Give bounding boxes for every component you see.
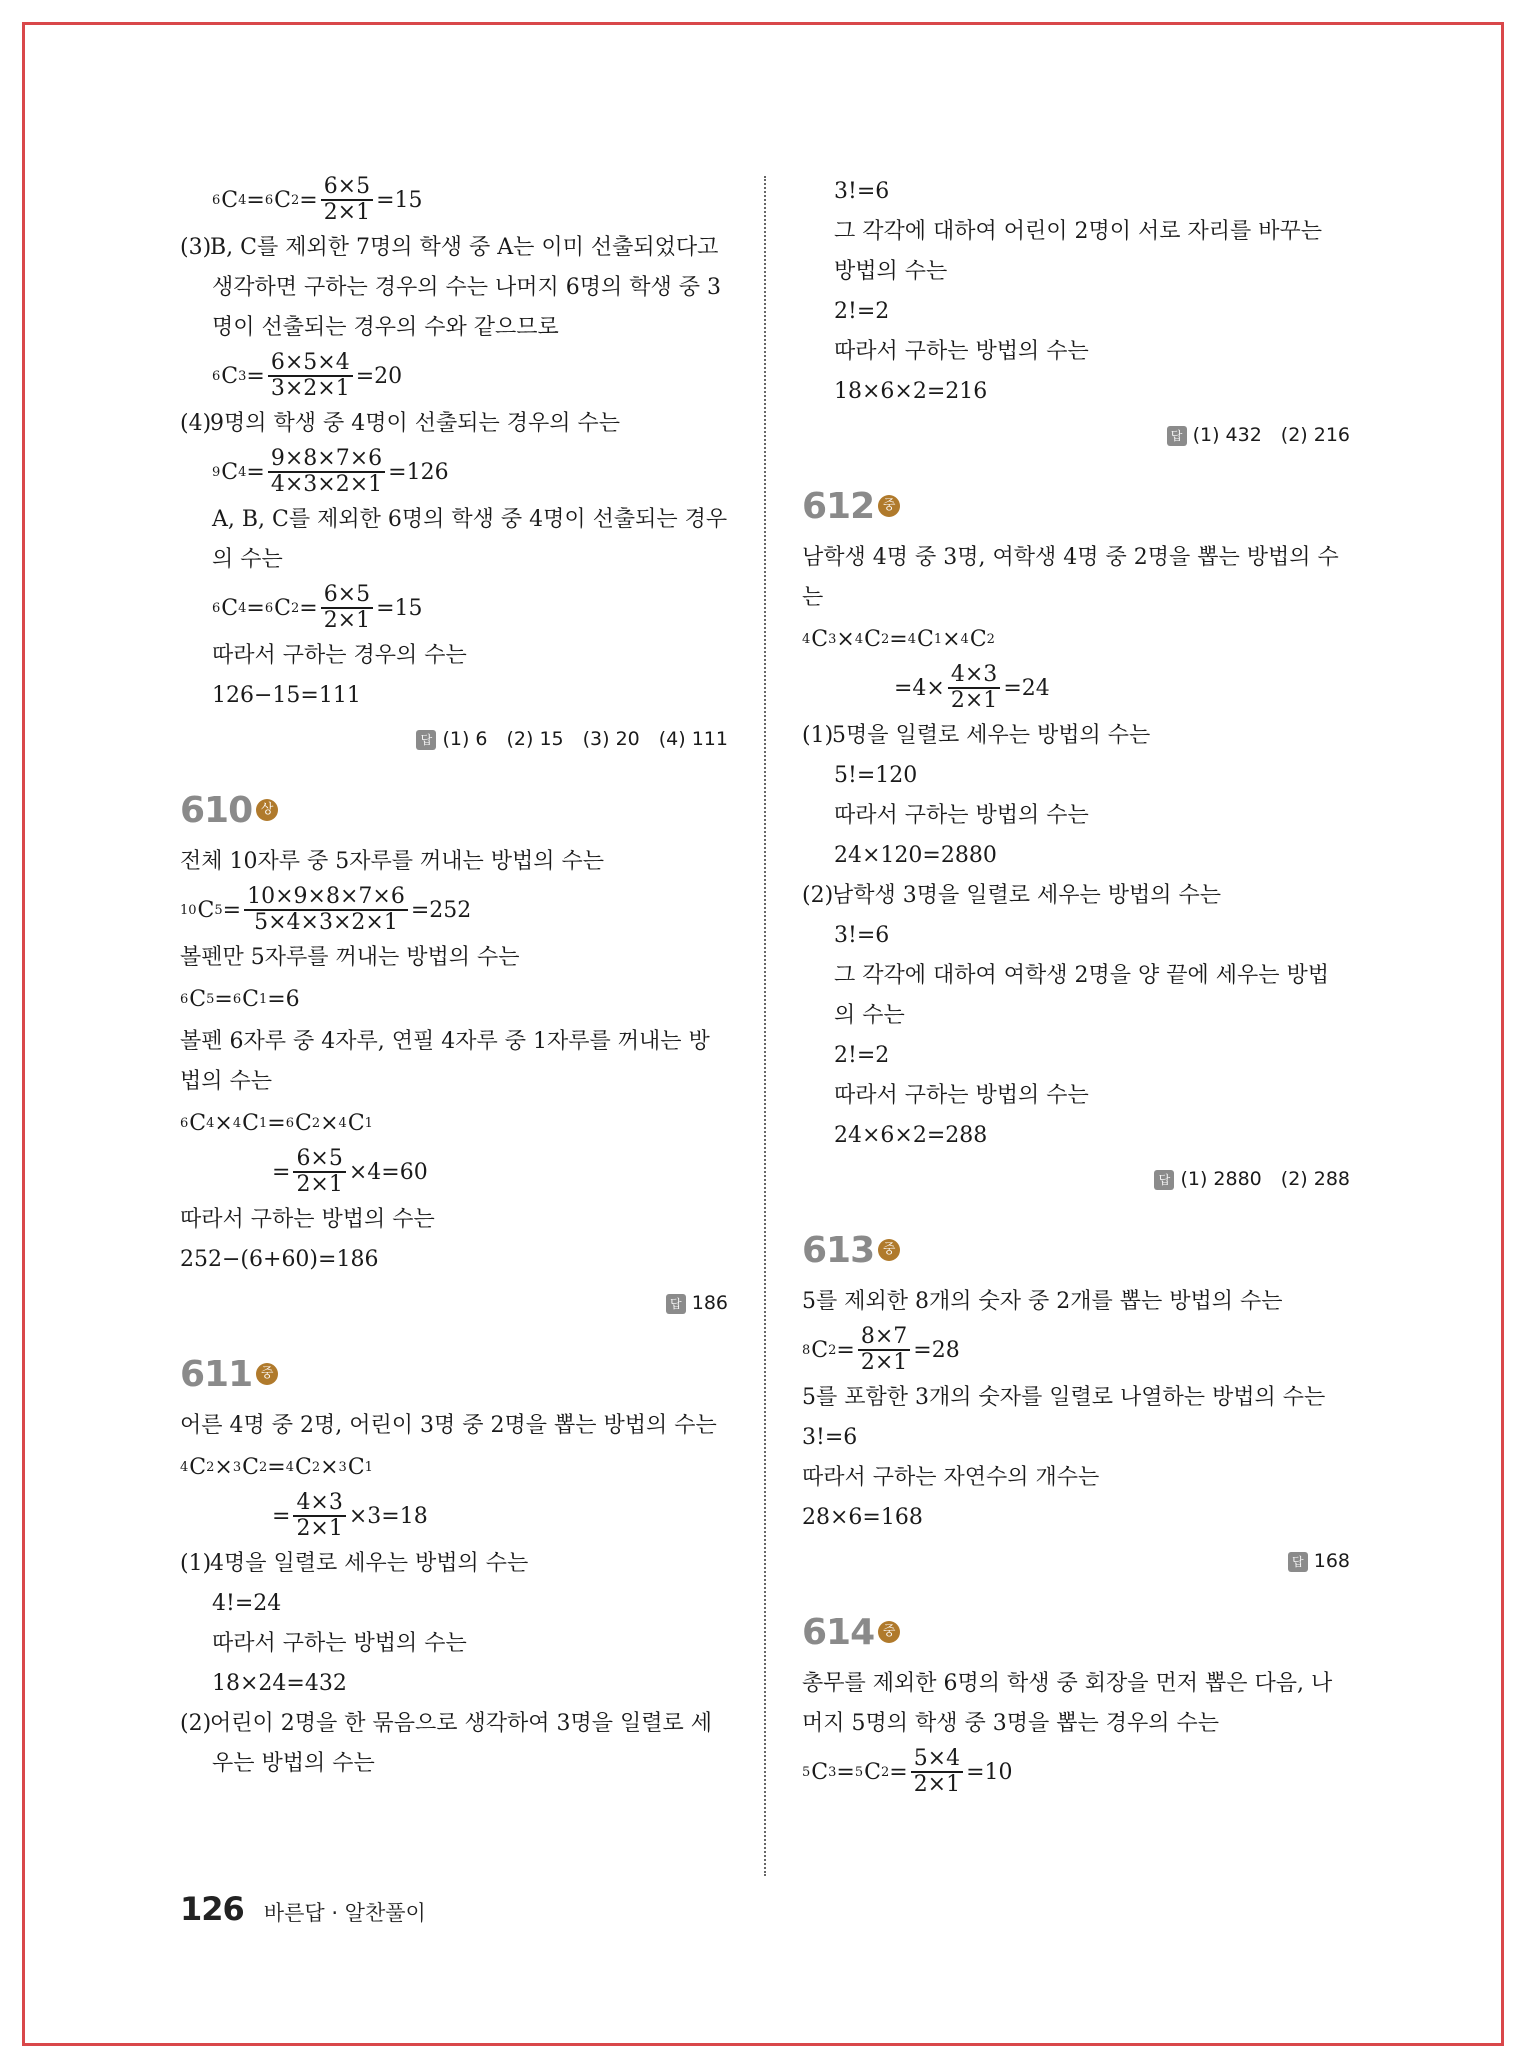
p609-item4: (4)9명의 학생 중 4명이 선출되는 경우의 수는 — [180, 411, 620, 436]
p611-cont-line4: 따라서 구하는 방법의 수는 — [834, 339, 1089, 364]
page-footer — [180, 1890, 426, 1928]
p611-line1: 어른 4명 중 2명, 어린이 3명 중 2명을 뽑는 방법의 수는 — [180, 1413, 717, 1438]
answer-icon: 답 — [666, 1294, 686, 1314]
p612-item1-eq: 5!=120 — [834, 763, 918, 788]
p613-line4: 따라서 구하는 자연수의 개수는 — [802, 1465, 1100, 1490]
p614-eq1: 5 C 3 = 5 C 2 = $\frac{5\times 4}{2\times 1}$ =10 — [802, 1746, 1013, 1797]
problem-header-612 — [802, 480, 1350, 532]
p610-line3: 볼펜 6자루 중 4자루, 연필 4자루 중 1자루를 꺼내는 방법의 수는 — [180, 1029, 710, 1094]
p611-eq2: = $\frac{4\times 3}{2\times 1}$ ×3=18 — [272, 1490, 428, 1541]
p610-eq4: = $\frac{6\times 5}{2\times 1}$ ×4=60 — [272, 1146, 428, 1197]
p611-item1-eq: 4!=24 — [212, 1591, 282, 1616]
p611-cont-line1: 3!=6 — [834, 179, 890, 204]
answer-icon: 답 — [1288, 1552, 1308, 1572]
p609-eq2: 6 C 3 = $\frac{6\times 5\times 4}{3\times 2\times 1}$ =20 — [212, 350, 403, 401]
right-column — [802, 172, 1350, 1800]
p609-result: 126−15=111 — [212, 683, 361, 708]
p612-item1-result: 24×120=2880 — [834, 843, 997, 868]
p610-line4: 따라서 구하는 방법의 수는 — [180, 1207, 435, 1232]
p612-item2-text2: 그 각각에 대하여 여학생 2명을 양 끝에 세우는 방법의 수는 — [834, 963, 1329, 1028]
problem-header-614 — [802, 1606, 1350, 1658]
p612-eq1: 4 C 3 × 4 C 2 = 4 C 1 × 4 C 2 — [802, 627, 995, 652]
answer-icon: 답 — [1154, 1170, 1174, 1190]
p614-line1: 총무를 제외한 6명의 학생 중 회장을 먼저 뽑은 다음, 나머지 5명의 학생 중 3명을 뽑는 경우의 수는 — [802, 1671, 1333, 1736]
p610-eq1: 10 C 5 = $\frac{10\times 9\times 8\times 7\times 6}{5\times 4\times 3\times 2\times 1}$ =252 — [180, 884, 472, 935]
level-badge: 중 — [878, 495, 900, 517]
problem-number: 613 — [802, 1229, 875, 1271]
problem-header-613 — [802, 1224, 1350, 1276]
answer-icon: 답 — [416, 730, 436, 750]
p609-answer: 답 (1) 6 (2) 15 (3) 20 (4) 111 — [180, 720, 728, 758]
p611-item2: (2)어린이 2명을 한 묶음으로 생각하여 3명을 일렬로 세우는 방법의 수는 — [180, 1711, 712, 1776]
p612-item2: (2)남학생 3명을 일렬로 세우는 방법의 수는 — [802, 883, 1221, 908]
p611-item1-result: 18×24=432 — [212, 1671, 347, 1696]
p609-item4-text2: A, B, C를 제외한 6명의 학생 중 4명이 선출되는 경우의 수는 — [212, 507, 728, 572]
problem-header-610 — [180, 784, 728, 836]
p613-line1: 5를 제외한 8개의 숫자 중 2개를 뽑는 방법의 수는 — [802, 1289, 1283, 1314]
p610-line5: 252−(6+60)=186 — [180, 1247, 379, 1272]
p612-item2-eq2: 2!=2 — [834, 1043, 890, 1068]
problem-number: 610 — [180, 789, 253, 831]
p609-eq4: 6 C 4 = 6 C 2 = $\frac{6\times 5}{2\times 1}$ =15 — [212, 582, 423, 633]
page-number: 126 — [180, 1890, 244, 1928]
p611-cont-line3: 2!=2 — [834, 299, 890, 324]
p612-item2-result: 24×6×2=288 — [834, 1123, 988, 1148]
left-column — [180, 172, 728, 1784]
problem-number: 611 — [180, 1353, 253, 1395]
level-badge: 상 — [256, 799, 278, 821]
problem-number: 614 — [802, 1611, 875, 1653]
p611-cont-line5: 18×6×2=216 — [834, 379, 988, 404]
column-divider — [764, 176, 766, 1876]
p613-line3: 3!=6 — [802, 1425, 858, 1450]
level-badge: 중 — [256, 1363, 278, 1385]
p612-answer: 답 (1) 2880 (2) 288 — [802, 1160, 1350, 1198]
p610-line2: 볼펜만 5자루를 꺼내는 방법의 수는 — [180, 945, 520, 970]
p610-eq3: 6 C 4 × 4 C 1 = 6 C 2 × 4 C 1 — [180, 1111, 373, 1136]
p612-item2-eq: 3!=6 — [834, 923, 890, 948]
p612-line1: 남학생 4명 중 3명, 여학생 4명 중 2명을 뽑는 방법의 수는 — [802, 545, 1339, 610]
level-badge: 중 — [878, 1621, 900, 1643]
answer-icon: 답 — [1167, 426, 1187, 446]
p611-answer: 답 (1) 432 (2) 216 — [802, 416, 1350, 454]
p612-item2-therefore: 따라서 구하는 방법의 수는 — [834, 1083, 1089, 1108]
p613-line5: 28×6=168 — [802, 1505, 923, 1530]
p612-item1: (1)5명을 일렬로 세우는 방법의 수는 — [802, 723, 1151, 748]
p610-answer: 답 186 — [180, 1284, 728, 1322]
p613-answer: 답 168 — [802, 1542, 1350, 1580]
p613-eq1: 8 C 2 = $\frac{8\times 7}{2\times 1}$ =28 — [802, 1324, 960, 1375]
p613-line2: 5를 포함한 3개의 숫자를 일렬로 나열하는 방법의 수는 — [802, 1385, 1326, 1410]
level-badge: 중 — [878, 1239, 900, 1261]
p609-eq3: 9 C 4 = $\frac{9\times 8\times 7\times 6}{4\times 3\times 2\times 1}$ =126 — [212, 446, 449, 497]
p611-cont-line2: 그 각각에 대하여 어린이 2명이 서로 자리를 바꾸는 방법의 수는 — [834, 219, 1322, 284]
p609-eq1: 6 C 4 = 6 C 2 = $\frac{6\times 5}{2\times 1}$ =15 — [212, 174, 423, 225]
problem-number: 612 — [802, 485, 875, 527]
p610-line1: 전체 10자루 중 5자루를 꺼내는 방법의 수는 — [180, 849, 604, 874]
p612-item1-therefore: 따라서 구하는 방법의 수는 — [834, 803, 1089, 828]
p611-item1: (1)4명을 일렬로 세우는 방법의 수는 — [180, 1551, 529, 1576]
p609-item3: (3)B, C를 제외한 7명의 학생 중 A는 이미 선출되었다고 생각하면 구하는 경우의 수는 나머지 6명의 학생 중 3명이 선출되는 경우의 수와 같으므로 — [180, 235, 721, 340]
p612-eq2: =4× $\frac{4\times 3}{2\times 1}$ =24 — [894, 662, 1050, 713]
p611-item1-therefore: 따라서 구하는 방법의 수는 — [212, 1631, 467, 1656]
p609-therefore: 따라서 구하는 경우의 수는 — [212, 643, 467, 668]
problem-header-611 — [180, 1348, 728, 1400]
p610-eq2: 6 C 5 = 6 C 1 =6 — [180, 987, 300, 1012]
book-title: 바른답 · 알찬풀이 — [263, 1901, 426, 1925]
p611-eq1: 4 C 2 × 3 C 2 = 4 C 2 × 3 C 1 — [180, 1455, 373, 1480]
